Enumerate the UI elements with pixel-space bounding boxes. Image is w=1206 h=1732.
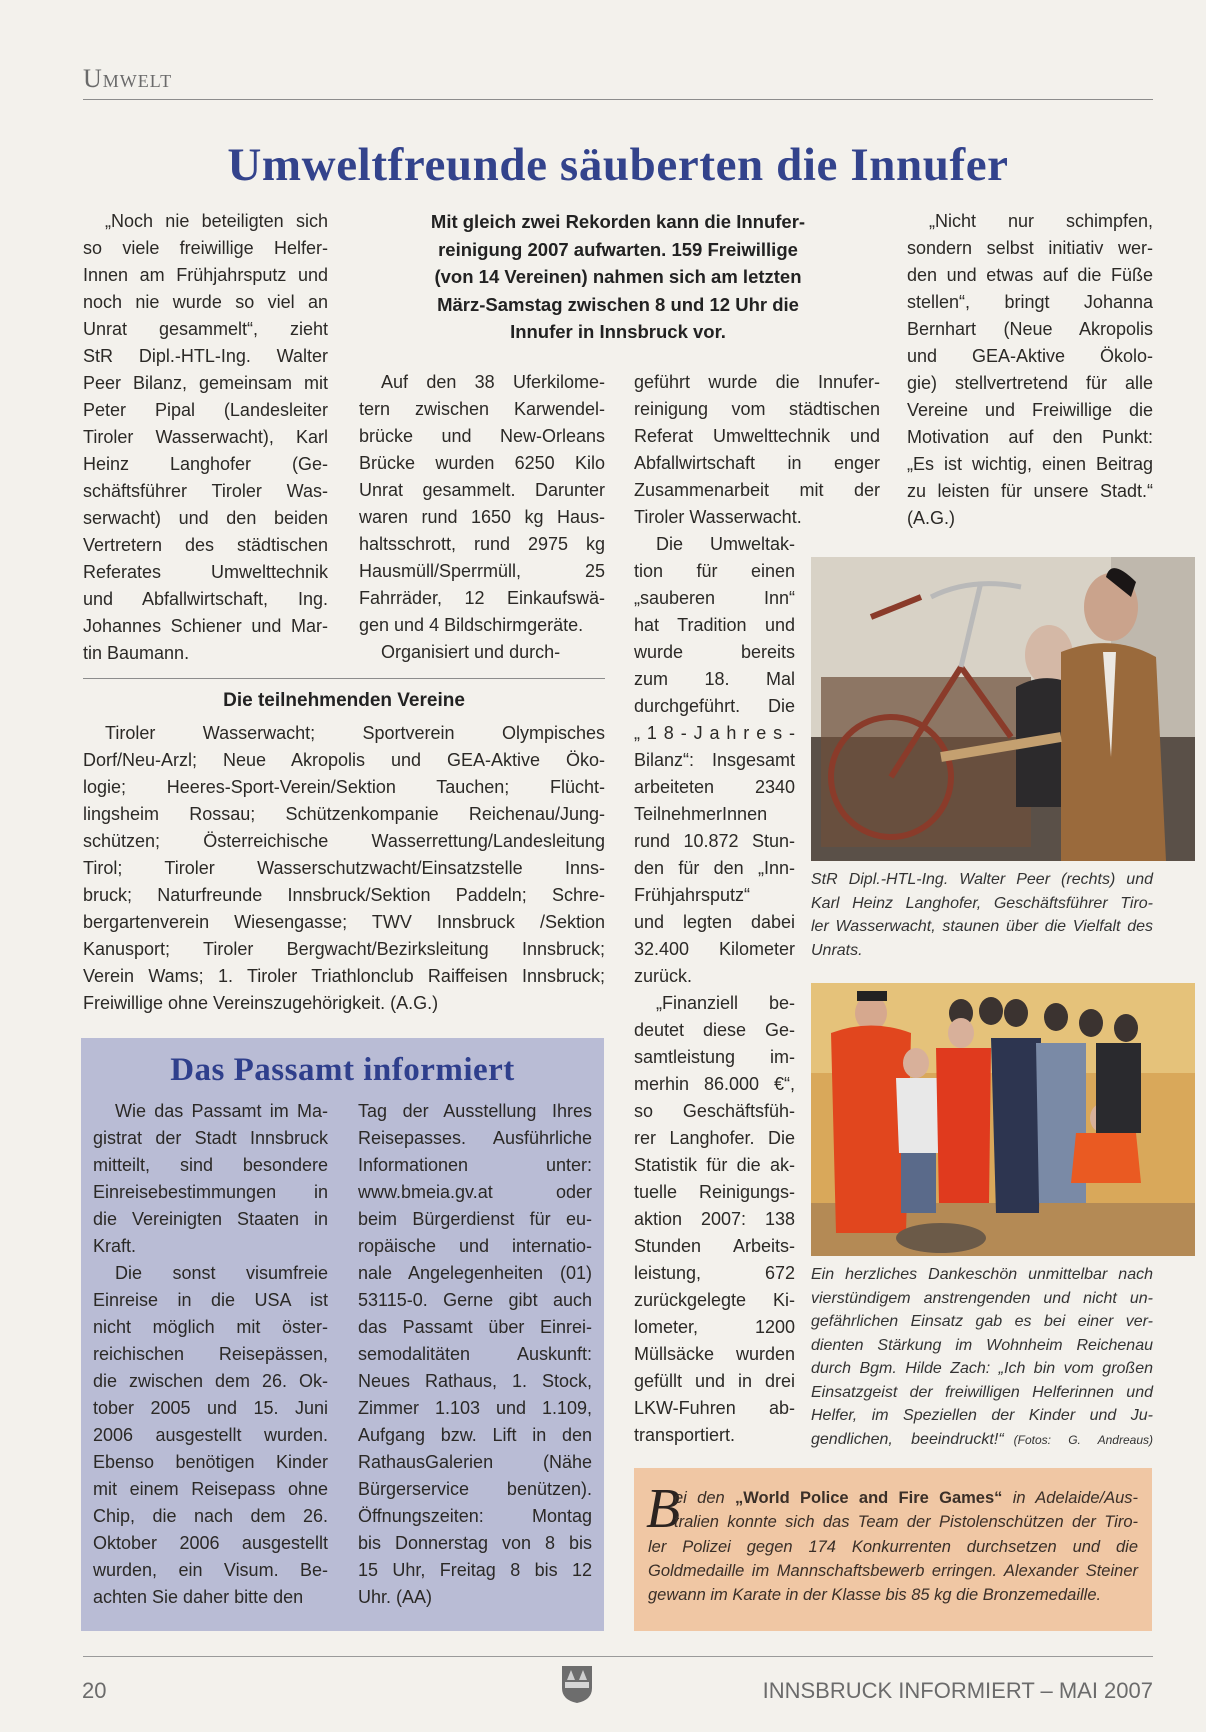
text-line: Müllsäcke wurden [634,1344,795,1364]
text-line: Chip, die nach dem 26. [93,1506,328,1526]
text-line: und Abfallwirtschaft, Ing. [83,589,328,609]
text-line: semodalitäten Auskunft: [358,1344,592,1364]
text-line: Einsatzgeist der freiwilligen Helferinnen und [811,1383,1153,1401]
publication-name: INNSBRUCK INFORMIERT – MAI 2007 [762,1678,1153,1703]
photo-volunteers-group [811,983,1195,1256]
section-label: Umwelt [83,64,173,93]
text-line: wurde bereits [634,642,795,662]
text-line: ler Wasserwacht, staunen über die Vielfalt des [811,918,1153,935]
text-line: Karl Heinz Langhofer, Geschäftsführer Tiro- [811,894,1153,912]
text-line: logie; Heeres-Sport-Verein/Sektion Tauchen; Flücht- [83,777,605,797]
text-line: geführt wurde die Innufer- [634,372,880,392]
text-line: ropäische und internatio- [358,1236,592,1256]
text-line: leistung, 672 [634,1263,795,1283]
text-line: Einreisebestimmungen in [93,1182,328,1202]
text-line: bergartenverein Wiesengasse; TWV Innsbruck /Sektion [83,912,605,932]
text-line: schäftsführer Tiroler Was- [83,481,328,501]
text-line: gistrat der Stadt Innsbruck [93,1128,328,1148]
paragraph [634,531,795,990]
sports-line: gewann im Karate in der Klasse bis 85 kg die Bronzemedaille. [648,1586,1102,1605]
text-line: zurück. [634,966,693,986]
text-line: Die Umweltak- [656,534,795,554]
text-line: Wie das Passamt im Ma- [115,1101,328,1121]
text-line: tern zwischen Karwendel- [359,399,605,419]
text-line: waren rund 1650 kg Haus- [359,507,605,527]
text-line: 53115-0. Gerne gibt auch [358,1290,592,1310]
text-line: Einreise in die USA ist [93,1290,328,1310]
text-line: Vereine und Freiwillige die [907,400,1153,420]
text-line: brücke und New-Orleans [359,426,605,446]
text-line: Frühjahrsputz“ [634,885,751,905]
text-line: achten Sie daher bitte den [93,1587,304,1607]
text-line: Peter Pipal (Landesleiter [83,400,328,420]
text-line: Fahrräder, 12 Einkaufswä- [359,588,605,608]
text-line: stellen“, bringt Johanna [907,292,1153,312]
text-line: StR Dipl.-HTL-Ing. Walter [83,346,328,366]
text-line: lometer, 1200 [634,1317,795,1337]
text-line: und legten dabei [634,912,795,932]
text-line: Bilanz“: Insgesamt [634,750,795,770]
text-line: Kraft. [93,1236,137,1256]
text-line: hat Tradition und [634,615,795,635]
text-line: das Passamt über Einrei- [358,1317,592,1337]
sports-news-text [648,1486,1138,1607]
paragraph [811,868,1153,962]
paragraph [359,369,605,639]
text-line: Uhr. (AA) [358,1587,433,1607]
sports-line-1 [648,1486,1138,1510]
text-line: wurden, ein Visum. Be- [93,1560,328,1580]
text-line: Verein Wams; 1. Tiroler Triathlonclub Raiffeisen Innsbruck; [83,966,605,986]
text-line: zum 18. Mal [634,669,795,689]
text-line: Ebenso benötigen Kinder [93,1452,328,1472]
text-line: samtleistung im- [634,1047,795,1067]
text-line: den für den „Inn- [634,858,795,878]
text-line: schützen; Österreichische Wasserrettung/Landesleitung [83,831,605,851]
text-line: und GEA-Aktive Ökolo- [907,346,1153,366]
text-line: Vertretern des städtischen [83,535,328,555]
text-line: Kanusport; Tiroler Bergwacht/Bezirksleitung Innsbruck; [83,939,605,959]
text-line: Oktober 2006 ausgestellt [93,1533,328,1553]
article-column-3 [634,369,880,531]
article-title: Umweltfreunde säuberten die Innufer [227,139,1009,191]
text-line: 15 Uhr, Freitag 8 bis 12 [358,1560,592,1580]
article-column-4 [907,208,1153,532]
photo2-caption-text [811,1263,1153,1428]
drop-cap: B [646,1478,681,1540]
article-column-2 [359,369,605,666]
sports-line: tralien konnte sich das Team der Pistolenschützen der Tiro- [674,1513,1138,1532]
photo2-caption [811,1263,1153,1451]
sports-line: ler Polizei gegen 174 Konkurrenten durchsetzen und die [648,1537,1138,1556]
text-line: durch Bgm. Hilde Zach: „Ich bin vom großen [811,1360,1153,1377]
article-lead [381,208,855,346]
text-line: „Noch nie beteiligten sich [105,211,328,231]
paragraph [907,208,1153,532]
event-name: „World Police and Fire Games“ [735,1489,1003,1507]
page-number: 20 [82,1678,107,1703]
text-line: Ein herzliches Dankeschön unmittelbar nach [811,1266,1153,1283]
text-line: haltsschrott, rund 2975 kg [359,534,605,554]
vereine-list [83,720,605,1017]
text-line: Dorf/Neu-Arzl; Neue Akropolis und GEA-Aktive Öko- [83,750,605,770]
paragraph [93,1260,328,1611]
text-line: mit einem Reisepass ohne [93,1479,328,1499]
text-line: gen und 4 Bildschirmgeräte. [359,615,584,635]
lead-line: März-Samstag zwischen 8 und 12 Uhr die [437,293,799,315]
text-line: Johannes Schiener und Mar- [83,616,328,636]
text-line: rund 10.872 Stun- [634,831,795,851]
text-line: durchgeführt. Die [634,696,795,716]
text-line: Die sonst visumfreie [115,1263,328,1283]
text-line: dienten Stärkung im Wohnheim Reichenau [811,1336,1153,1354]
text-line: Helfer, im Speziellen der Kinder und Ju- [811,1407,1153,1424]
text-line: Motivation auf den Punkt: [907,427,1153,447]
footer-rule [83,1656,1153,1657]
text-line: Öffnungszeiten: Montag [358,1506,592,1526]
text-line: Zusammenarbeit mit der [634,480,880,500]
text-line: Abfallwirtschaft in enger [634,453,880,473]
text-line: bruck; Naturfreunde Innsbruck/Sektion Paddeln; Schre- [83,885,605,905]
text-line: (A.G.) [907,508,955,528]
text-line: www.bmeia.gv.at oder [358,1182,592,1202]
text-line: 32.400 Kilometer [634,939,795,959]
text-line: Stunden Arbeits- [634,1236,795,1256]
vereine-rule [83,678,605,679]
text-line: Tirol; Tiroler Wasserschutzwacht/Einsatzstelle Inns- [83,858,605,878]
text-line: arbeiteten 2340 [634,777,795,797]
text-line: Freiwillige ohne Vereinszugehörigkeit. (A.G.) [83,993,439,1013]
text-line: Informationen unter: [358,1155,592,1175]
text-line: noch nie wurde so viel an [83,292,328,312]
article-column-1 [83,208,328,667]
text-line: nicht möglich mit öster- [93,1317,328,1337]
text-line: „Finanziell be- [656,993,795,1013]
photo-credit: (Fotos: G. Andreaus) [1013,1432,1153,1447]
paragraph [358,1098,592,1611]
text-line: tober 2005 und 15. Juni [93,1398,328,1418]
text-line: Tag der Ausstellung Ihres [358,1101,592,1121]
paragraph [634,990,795,1449]
lead-line: Innufer in Innsbruck vor. [510,321,726,342]
text-line: aktion 2007: 138 [634,1209,795,1229]
text-line: Bernhart (Neue Akropolis [907,319,1153,339]
sports-first-line [674,1489,1138,1507]
text-line: Tiroler Wasserwacht), Karl [83,427,328,447]
text-line: serwacht) und den beiden [83,508,328,528]
text-line: StR Dipl.-HTL-Ing. Walter Peer (rechts) und [811,871,1153,888]
text-line: RathausGalerien (Nähe [358,1452,592,1472]
sports-line: Goldmedaille im Mannschaftsbewerb erringen. Alexander Steiner [648,1561,1138,1580]
text-line: vierstündigem anstrengenden und nicht un- [811,1289,1153,1307]
lead-line: Mit gleich zwei Rekorden kann die Innufer- [430,211,806,232]
photo1-caption [811,868,1153,962]
text-line: bis Donnerstag von 8 bis [358,1533,592,1553]
text-line: Reisepasses. Ausführliche [358,1128,592,1148]
header-rule [83,99,1153,100]
text-line: Unrat gesammelt“, zieht [83,319,328,339]
photo-bicycle-inspection [811,557,1195,861]
text-line: reinigung vom städtischen [634,399,880,419]
text-line: 2006 ausgestellt wurden. [93,1425,328,1445]
text-line: so viele freiwillige Helfer- [83,238,328,258]
passamt-column-b [358,1098,592,1611]
paragraph [83,720,605,1017]
sports-text: ei den [674,1489,735,1507]
paragraph [93,1098,328,1260]
lead-line: reinigung 2007 aufwarten. 159 Freiwillige [438,238,798,260]
text-line: Bürgerservice benützen). [358,1479,592,1499]
text-line: Unrats. [811,941,863,959]
passamt-title: Das Passamt informiert [170,1052,515,1088]
text-line: zu leisten für unsere Stadt.“ [907,481,1153,501]
paragraph [811,1263,1153,1428]
text-line: lingsheim Rossau; Schützenkompanie Reichenau/Jung- [83,804,605,824]
sports-text: in Adelaide/Aus- [1002,1489,1138,1507]
text-line: Tiroler Wasserwacht; Sportverein Olympisches [105,723,605,743]
vereine-heading: Die teilnehmenden Vereine [223,690,465,711]
text-line: die zwischen dem 26. Ok- [93,1371,328,1391]
text-line: Heinz Langhofer (Ge- [83,454,328,474]
text-line: beim Bürgerdienst für eu- [358,1209,592,1229]
paragraph [83,208,328,667]
text-line: sondern selbst initiativ wer- [907,238,1153,258]
text-line: LKW-Fuhren ab- [634,1398,795,1418]
innsbruck-coat-of-arms-logo [561,1664,593,1704]
lead-line: (von 14 Vereinen) nahmen sich am letzten [434,266,802,287]
text-line: gie) stellvertretend für alle [907,373,1153,393]
text-line: nale Angelegenheiten (01) [358,1263,592,1283]
text-line: Aufgang bzw. Lift in den [358,1425,592,1445]
caption-text: gendlichen, beeindruckt!“ [811,1430,1004,1448]
text-line: Innen am Frühjahrsputz und [83,265,328,285]
text-line: Zimmer 1.103 und 1.109, [358,1398,592,1418]
text-line: reichischen Reisepässen, [93,1344,328,1364]
text-line: tin Baumann. [83,643,190,663]
text-line: Hausmüll/Sperrmüll, 25 [359,561,605,581]
text-line: den und etwas auf die Füße [907,265,1153,285]
text-line: „ 1 8 - J a h r e s - [634,723,795,743]
text-line: tuelle Reinigungs- [634,1182,795,1202]
text-line: Unrat gesammelt. Darunter [359,480,605,500]
text-line: deutet diese Ge- [634,1020,795,1040]
text-line: Auf den 38 Uferkilome- [381,372,605,392]
text-line: „sauberen Inn“ [634,588,795,608]
paragraph [359,639,605,666]
text-line: rer Langhofer. Die [634,1128,795,1148]
text-line: Peer Bilanz, gemeinsam mit [83,373,328,393]
text-line: so Geschäftsfüh- [634,1101,795,1121]
text-line: Referates Umwelttechnik [83,562,328,582]
text-line: Neues Rathaus, 1. Stock, [358,1371,592,1391]
text-line: Organisiert und durch- [381,642,561,662]
text-line: „Es ist wichtig, einen Beitrag [907,454,1153,474]
paragraph [634,369,880,531]
text-line: gefüllt und in drei [634,1371,795,1391]
text-line: „Nicht nur schimpfen, [929,211,1153,231]
text-line: TeilnehmerInnen [634,804,768,824]
text-line: Brücke wurden 6250 Kilo [359,453,605,473]
photo2-caption-last-line [811,1428,1153,1452]
text-line: transportiert. [634,1425,736,1445]
text-line: Referat Umwelttechnik und [634,426,880,446]
text-line: gefährlichen Einsatz gab es bei einer ver- [811,1313,1153,1330]
text-line: merhin 86.000 €“, [634,1074,795,1094]
passamt-column-a [93,1098,328,1611]
article-column-3-narrow [634,531,795,1449]
text-line: Tiroler Wasserwacht. [634,507,802,527]
text-line: die Vereinigten Staaten in [93,1209,328,1229]
text-line: zurückgelegte Ki- [634,1290,795,1310]
text-line: mitteilt, sind besondere [93,1155,328,1175]
text-line: tion für einen [634,561,795,581]
text-line: Statistik für die ak- [634,1155,795,1175]
